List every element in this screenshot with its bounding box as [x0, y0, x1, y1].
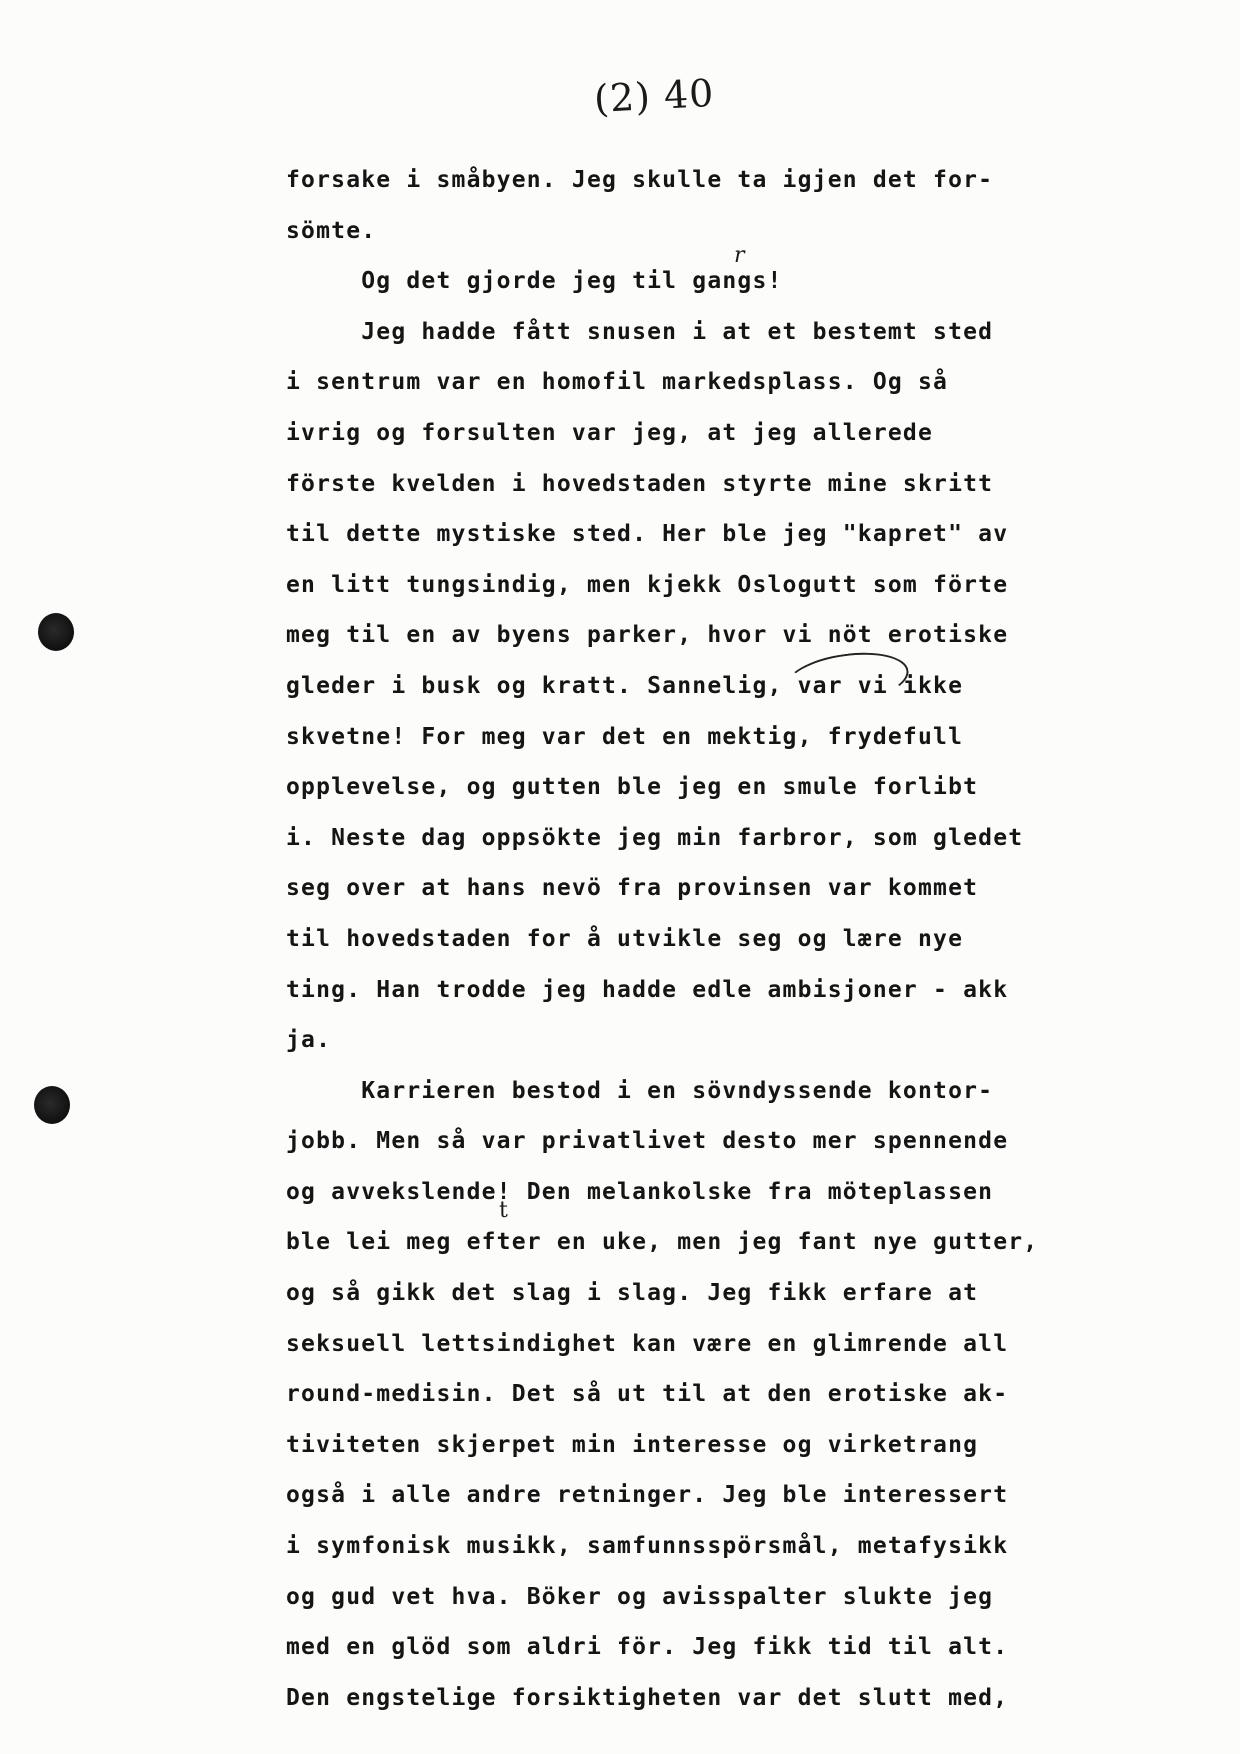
text-line: også i alle andre retninger. Jeg ble interessert — [286, 1482, 1009, 1509]
text-line: i. Neste dag oppsökte jeg min farbror, som gledet — [286, 824, 1024, 851]
text-line: og avvekslende! Den melankolske fra möteplassen — [286, 1178, 994, 1205]
text-line: i symfonisk musikk, samfunnsspörsmål, metafysikk — [286, 1533, 1009, 1560]
handwritten-correction: r — [734, 243, 745, 268]
text-line: meg til en av byens parker, hvor vi nöt erotiske — [286, 622, 1009, 649]
text-line: til dette mystiske sted. Her ble jeg "kapret" av — [286, 521, 1009, 548]
text-line: sömte. — [286, 217, 377, 244]
text-line: ja. — [286, 1027, 332, 1054]
typewritten-text — [286, 155, 1086, 1723]
handwritten-insertion: t — [499, 1198, 508, 1223]
text-line: ble lei meg efter en uke, men jeg fant nye gutter, — [286, 1229, 1039, 1256]
text-line: seg over at hans nevö fra provinsen var kommet — [286, 875, 979, 902]
text-line: Karrieren bestod i en sövndyssende kontor- — [286, 1077, 994, 1104]
punch-hole — [38, 613, 74, 651]
text-line: til hovedstaden for å utvikle seg og lære nye — [286, 925, 964, 952]
text-line: seksuell lettsindighet kan være en glimrende all — [286, 1330, 1009, 1357]
text-line: og så gikk det slag i slag. Jeg fikk erfare at — [286, 1280, 979, 1307]
text-line: med en glöd som aldri för. Jeg fikk tid til alt. — [286, 1634, 1009, 1661]
text-line: ivrig og forsulten var jeg, at jeg allerede — [286, 419, 934, 446]
text-line: og gud vet hva. Böker og avisspalter slukte jeg — [286, 1583, 994, 1610]
text-line: gleder i busk og kratt. Sannelig, var vi ikke — [286, 672, 964, 699]
text-line: opplevelse, og gutten ble jeg en smule forlibt — [286, 774, 979, 801]
text-line: round-medisin. Det så ut til at den erotiske ak- — [286, 1381, 1009, 1408]
text-line: Og det gjorde jeg til gangs! — [286, 268, 783, 295]
text-line: ting. Han trodde jeg hadde edle ambisjoner - akk — [286, 976, 1009, 1003]
text-line: Den engstelige forsiktigheten var det slutt med, — [286, 1684, 1009, 1711]
text-line: en litt tungsindig, men kjekk Oslogutt som förte — [286, 571, 1009, 598]
text-line: skvetne! For meg var det en mektig, frydefull — [286, 723, 964, 750]
text-line: forsake i småbyen. Jeg skulle ta igjen det for- — [286, 167, 994, 193]
text-line: i sentrum var en homofil markedsplass. Og så — [286, 369, 949, 396]
text-line: förste kvelden i hovedstaden styrte mine skritt — [286, 470, 994, 497]
page-number: (2) 40 — [592, 70, 716, 122]
punch-hole — [34, 1086, 70, 1124]
text-line: jobb. Men så var privatlivet desto mer spennende — [286, 1128, 1009, 1155]
text-line: Jeg hadde fått snusen i at et bestemt sted — [286, 318, 994, 345]
text-line: tiviteten skjerpet min interesse og virketrang — [286, 1431, 979, 1458]
